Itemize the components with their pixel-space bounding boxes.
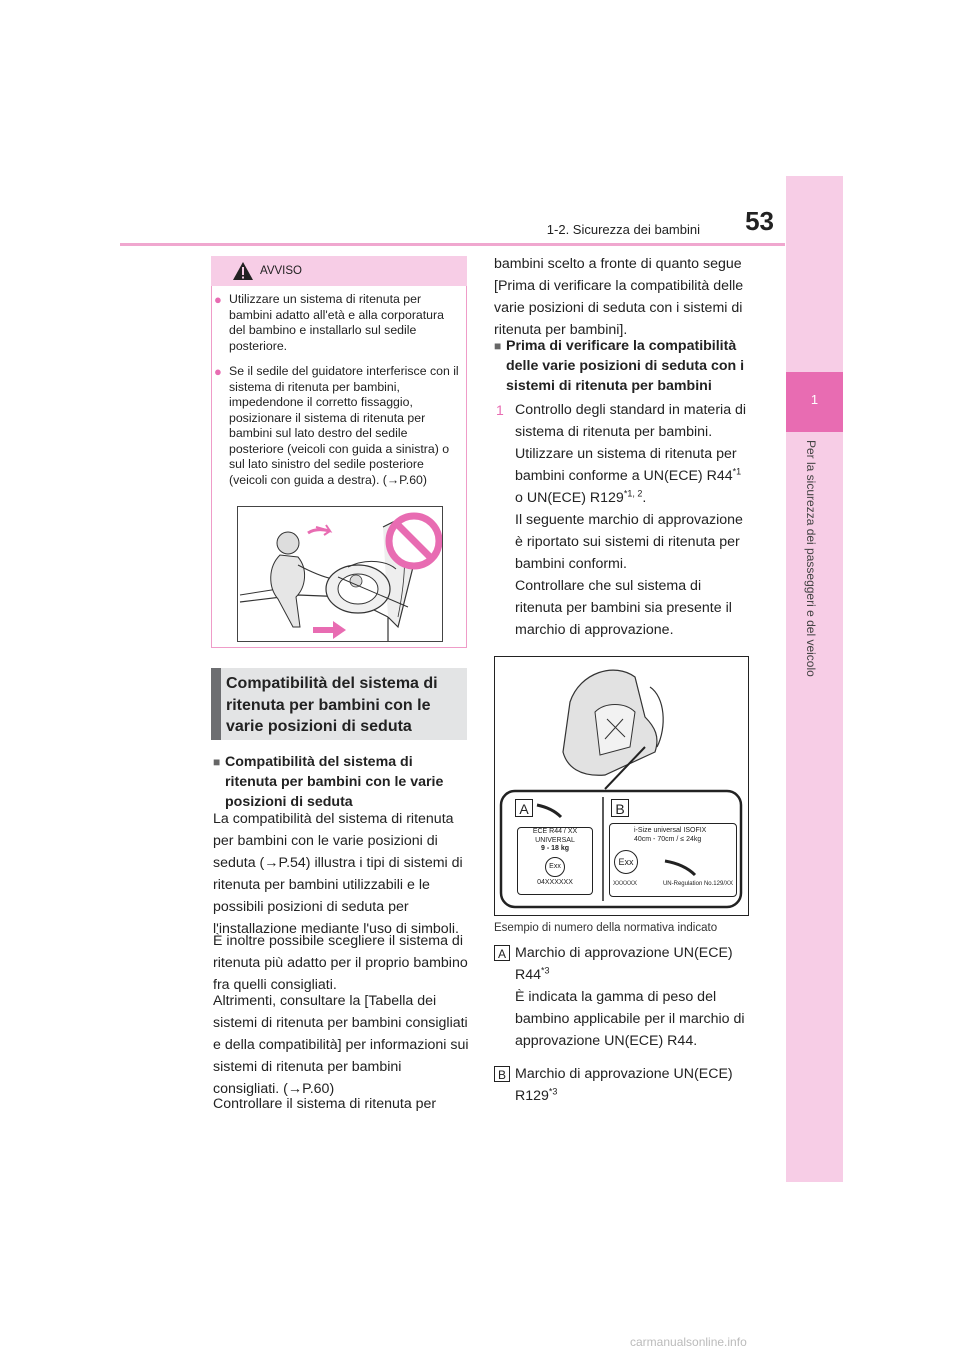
footnote-ref: *1	[732, 466, 742, 477]
legend-text	[515, 942, 751, 986]
r129-regulation: UN-Regulation No.129/XX	[662, 881, 733, 887]
step-line: Il seguente marchio di approvazione è riportato sui sistemi di ritenuta per bambini conformi.	[515, 512, 743, 572]
step-body	[515, 399, 747, 641]
approval-mark-figure	[494, 656, 749, 916]
step-number: 1	[496, 402, 504, 418]
square-bullet-icon: ■	[494, 339, 502, 353]
right-subheading	[494, 336, 750, 396]
chapter-side-strip	[786, 176, 843, 1182]
page-number: 53	[745, 206, 774, 236]
r44-line: UNIVERSAL	[535, 836, 575, 844]
warning-illustration	[237, 506, 443, 642]
chapter-vertical-title: Per la sicurezza dei passeggeri e del veicolo	[804, 440, 818, 677]
r129-label	[609, 823, 737, 897]
step-text: .	[642, 490, 647, 506]
section-heading: Compatibilità del sistema di ritenuta per bambini con le varie posizioni di seduta	[226, 675, 438, 735]
section-heading-bar	[211, 668, 221, 740]
step-text: o UN(ECE) R129	[515, 490, 624, 506]
legend-detail: È indicata la gamma di peso del bambino applicabile per il marchio di approvazione UN(ECE) R44.	[515, 989, 745, 1049]
left-subheading-text: Compatibilità del sistema di ritenuta per bambini con le varie posizioni di seduta	[225, 754, 444, 810]
watermark: carmanualsonline.info	[630, 1335, 747, 1349]
e-mark-icon: Exx	[545, 857, 565, 877]
header-rule	[120, 243, 785, 246]
warning-item	[214, 292, 462, 354]
left-paragraph: Controllare il sistema di ritenuta per	[213, 1096, 437, 1112]
label-b-box: B	[611, 799, 629, 817]
chapter-tab-number: 1	[810, 392, 819, 407]
e-mark-icon: Exx	[614, 850, 638, 874]
figure-caption: Esempio di numero della normativa indicato	[494, 922, 718, 934]
footnote-ref: *3	[548, 1086, 558, 1097]
child-seat-interference-illustration	[238, 507, 442, 641]
step-line: Controllare che sul sistema di ritenuta per bambini sia presente il marchio di approvazione.	[515, 578, 732, 638]
section-title: 1-2. Sicurezza dei bambini	[546, 222, 700, 237]
step-line: Controllo degli standard in materia di sistema di ritenuta per bambini.	[515, 402, 747, 440]
legend-label: Marchio di approvazione UN(ECE) R129	[515, 1066, 733, 1104]
pointer-arrow-icon	[535, 801, 565, 821]
r129-footer	[613, 880, 733, 889]
legend-key-a: A	[494, 945, 510, 961]
r44-weight: 9 - 18 kg	[540, 845, 569, 852]
right-subheading-text: Prima di verificare la compatibilità delle varie posizioni di seduta con i sistemi di ritenuta per bambini	[506, 338, 745, 394]
r44-line: ECE R44 / XX	[532, 828, 578, 835]
label-a-box: A	[515, 799, 533, 817]
warning-item-text: Utilizzare un sistema di ritenuta per bambini adatto all'età e alla corporatura del bambino e installarlo sul sedile posteriore.	[229, 292, 444, 353]
bullet-icon: ●	[214, 292, 222, 307]
legend-text	[515, 1063, 751, 1107]
warning-triangle-icon	[232, 261, 254, 281]
legend-item-a	[515, 942, 751, 1052]
left-paragraph: È inoltre possibile scegliere il sistema di ritenuta più adatto per il proprio bambino fra quelli consigliati.	[213, 933, 468, 993]
step-line	[515, 443, 747, 509]
r129-code: XXXXXX	[613, 881, 638, 887]
step-text: Utilizzare un sistema di ritenuta per bambini conforme a UN(ECE) R44	[515, 446, 737, 484]
bullet-icon: ●	[214, 364, 222, 379]
right-intro: bambini scelto a fronte di quanto segue [Prima di verificare la compatibilità delle varie posizioni di seduta con i sistemi di ritenuta per bambini].	[494, 256, 744, 338]
legend-key-b: B	[494, 1066, 510, 1082]
left-paragraph: Altrimenti, consultare la [Tabella dei sistemi di ritenuta per bambini consigliati e della compatibilità] per informazioni sui sistemi di ritenuta per bambini consigliati. (→P.60)	[213, 993, 469, 1097]
warning-item	[214, 364, 462, 488]
left-paragraph: La compatibilità del sistema di ritenuta per bambini con le varie posizioni di seduta (→P.54) illustra i tipi di sistemi di ritenuta per bambini utilizzabili e le possibili posizioni di seduta per l'installazione mediante l'uso di simboli.	[213, 811, 463, 937]
warning-title: AVVISO	[260, 265, 302, 277]
step-1	[496, 399, 747, 641]
r44-code: 04XXXXXX	[537, 878, 573, 886]
footnote-ref: *1, 2	[623, 488, 643, 499]
r129-line: i-Size universal ISOFIX	[634, 827, 707, 834]
r129-line: 40cm - 70cm / ≤ 24kg	[634, 835, 702, 843]
r44-label	[517, 827, 593, 895]
footnote-ref: *3	[541, 965, 550, 976]
warning-item-text: Se il sedile del guidatore interferisce con il sistema di ritenuta per bambini, impedendone il corretto fissaggio, posizionare il sistema di ritenuta per bambini sul lato destro del sedile posteriore (veicoli con guida a sinistra) o sul lato sinistro del sedile posteriore (veicoli con guida a destra). (→P.60)	[229, 364, 459, 487]
legend-item-b	[515, 1063, 751, 1107]
legend-label: Marchio di approvazione UN(ECE) R44	[515, 945, 733, 983]
square-bullet-icon: ■	[213, 755, 221, 769]
left-subheading	[213, 752, 467, 812]
